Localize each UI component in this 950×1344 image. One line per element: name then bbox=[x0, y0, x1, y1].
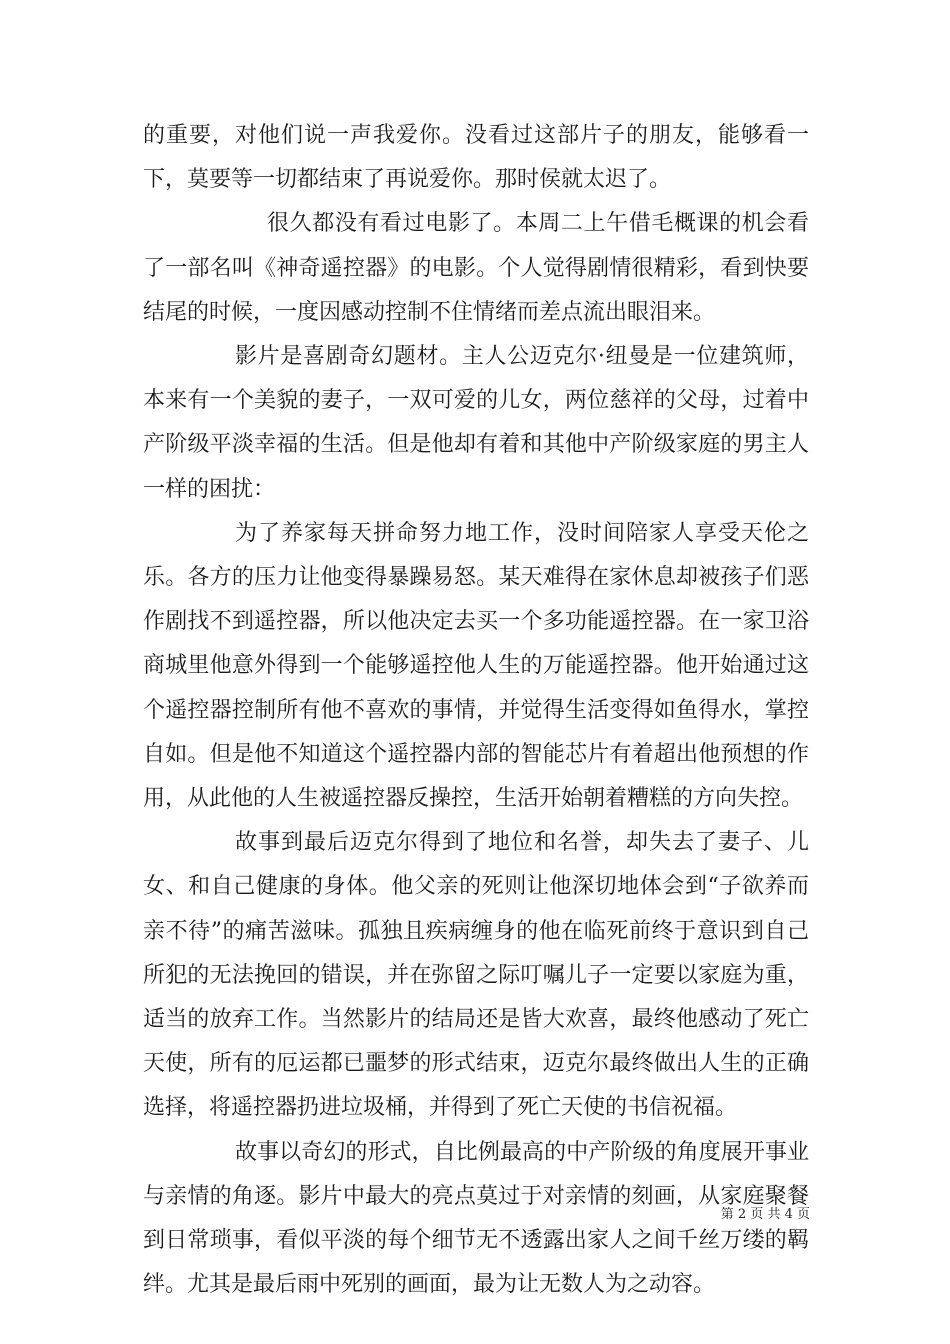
paragraph-continuation: 的重要，对他们说一声我爱你。没看过这部片子的朋友，能够看一下，莫要等一切都结束了再说爱你。那时侯就太迟了。 bbox=[143, 123, 809, 193]
paragraph: 为了养家每天拼命努力地工作，没时间陪家人享受天伦之乐。各方的压力让他变得暴躁易怒。某天难得在家休息却被孩子们恶作剧找不到遥控器，所以他决定去买一个多功能遥控器。在一家卫浴商城里他意外得到一个能够遥控他人生的万能遥控器。他开始通过这个遥控器控制所有他不喜欢的事情，并觉得生活变得如鱼得水，掌控自如。但是他不知道这个遥控器内部的智能芯片有着超出他预想的作用，从此他的人生被遥控器反操控，生活开始朝着糟糕的方向失控。 bbox=[143, 520, 809, 812]
paragraph: 影片是喜剧奇幻题材。主人公迈克尔·纽曼是一位建筑师，本来有一个美貌的妻子，一双可爱的儿女，两位慈祥的父母，过着中产阶级平淡幸福的生活。但是他却有着和其他中产阶级家庭的男主人一样的困扰： bbox=[143, 344, 809, 502]
paragraph: 故事以奇幻的形式，自比例最高的中产阶级的角度展开事业与亲情的角逐。影片中最大的亮点莫过于对亲情的刻画，从家庭聚餐到日常琐事，看似平淡的每个细节无不透露出家人之间千丝万缕的羁绊。尤其是最后雨中死别的画面，最为让无数人为之动容。 bbox=[143, 1139, 809, 1298]
paragraph: 很久都没有看过电影了。本周二上午借毛概课的机会看了一部名叫《神奇遥控器》的电影。个人觉得剧情很精彩，看到快要结尾的时候，一度因感动控制不住情绪而差点流出眼泪来。 bbox=[143, 211, 809, 325]
paragraph: 故事到最后迈克尔得到了地位和名誉，却失去了妻子、儿女、和自己健康的身体。他父亲的死则让他深切地体会到“子欲养而亲不待”的痛苦滋味。孤独且疾病缠身的他在临死前终于意识到自己所犯的无法挽回的错误，并在弥留之际叮嘱儿子一定要以家庭为重，适当的放弃工作。当然影片的结局还是皆大欢喜，最终他感动了死亡天使，所有的厄运都已噩梦的形式结束，迈克尔最终做出人生的正确选择，将遥控器扔进垃圾桶，并得到了死亡天使的书信祝福。 bbox=[143, 830, 809, 1121]
page-number-footer: 第 2 页 共 4 页 bbox=[720, 1207, 810, 1222]
document-body bbox=[143, 114, 809, 1307]
